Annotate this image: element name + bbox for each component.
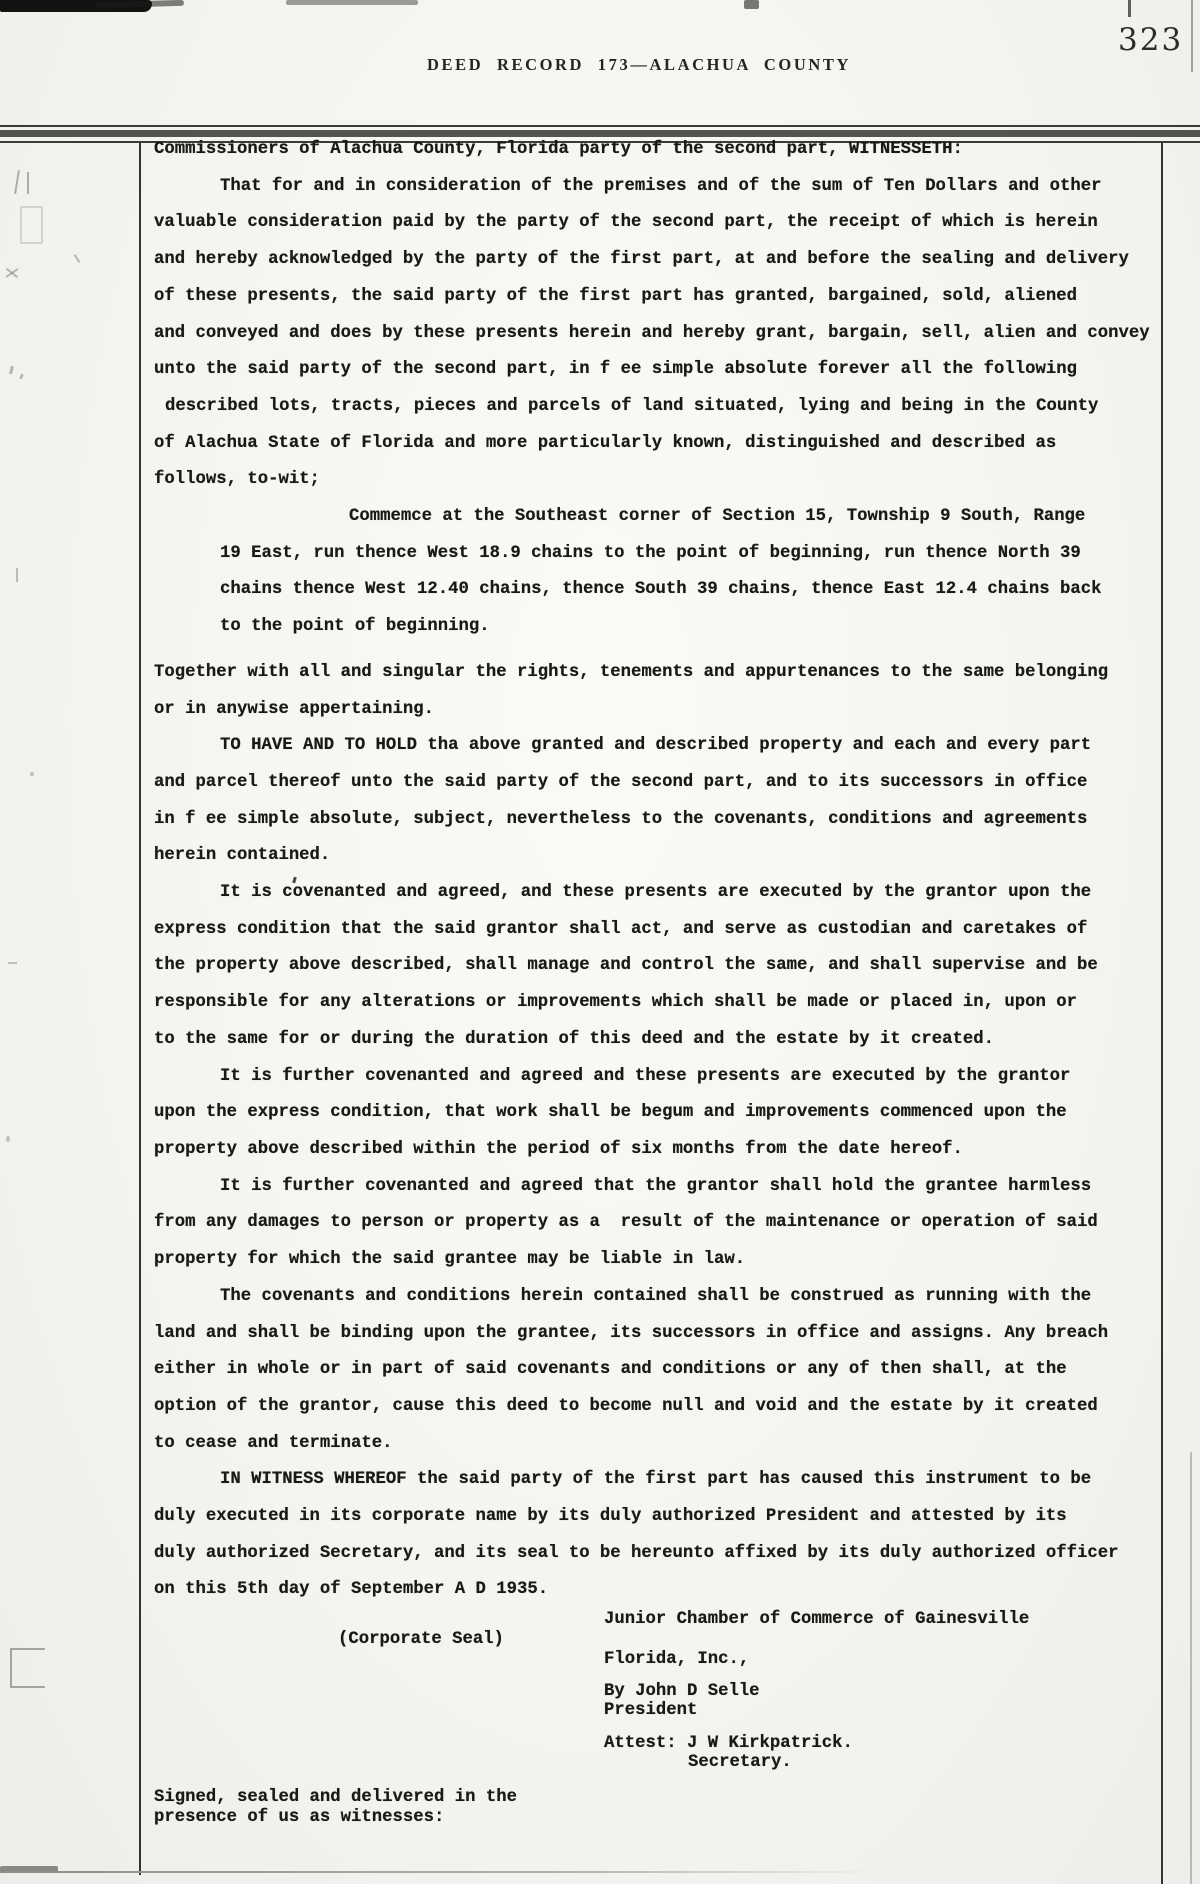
grantor-company-name-line2: Florida, Inc., (604, 1650, 750, 1669)
bottom-rule (0, 1871, 880, 1873)
deed-text-line: described lots, tracts, pieces and parcels of land situated, lying and being in the County (165, 396, 1099, 416)
deed-text-line: duly authorized Secretary, and its seal to be hereunto affixed by its duly authorized officer (154, 1543, 1119, 1563)
deed-text-line: on this 5th day of September A D 1935. (154, 1580, 549, 1600)
deed-text-line: express condition that the said grantor shall act, and serve as custodian and caretakes of (154, 919, 1088, 939)
secretary-title: Secretary. (688, 1753, 792, 1772)
deed-text-line: either in whole or in part of said covenants and conditions or any of then shall, at the (154, 1360, 1067, 1380)
deed-text-line: to the same for or during the duration of this deed and the estate by it created. (154, 1029, 995, 1049)
scan-smudge-top-left-2 (96, 0, 184, 8)
scan-smudge-top-middle (286, 0, 418, 5)
deed-text-line: duly executed in its corporate name by its duly authorized President and attested by its (154, 1507, 1067, 1527)
deed-body-text (0, 132, 1200, 1609)
deed-text-line: in f ee simple absolute, subject, nevertheless to the covenants, conditions and agreements (154, 809, 1088, 829)
deed-text-line: Commemce at the Southeast corner of Section 15, Township 9 South, Range (349, 507, 1086, 527)
deed-text-line: option of the grantor, cause this deed to become null and void and the estate by it created (154, 1396, 1098, 1416)
witness-clause-line1: Signed, sealed and delivered in the (154, 1788, 517, 1807)
deed-text-line: and conveyed and does by these presents herein and hereby grant, bargain, sell, alien and convey (154, 323, 1150, 343)
deed-text-line: from any damages to person or property as a result of the maintenance or operation of said (154, 1213, 1098, 1233)
deed-text-line: IN WITNESS WHEREOF the said party of the first part has caused this instrument to be (220, 1470, 1092, 1490)
deed-text-line: It is covenanted and agreed, and these presents are executed by the grantor upon the (220, 883, 1092, 903)
deed-text-line: That for and in consideration of the premises and of the sum of Ten Dollars and other (220, 176, 1102, 196)
scan-smudge-top-right (1128, 0, 1131, 17)
deed-text-line: herein contained. (154, 846, 331, 866)
double-rule-top-line (0, 125, 1200, 127)
page-edge-line (1191, 0, 1193, 72)
deed-text-line: property above described within the period of six months from the date hereof. (154, 1139, 963, 1159)
deed-text-line: Commissioners of Alachua County, Florida party of the second part, WITNESSETH: (154, 140, 963, 159)
deed-text-line: valuable consideration paid by the party of the second part, the receipt of which is herein (154, 213, 1098, 233)
deed-text-line: and hereby acknowledged by the party of the first part, at and before the sealing and delivery (154, 250, 1129, 270)
deed-text-line: follows, to-wit; (154, 470, 320, 490)
deed-text-line: land and shall be binding upon the grantee, its successors in office and assigns. Any breach (154, 1323, 1109, 1343)
margin-mark-bracket (10, 1648, 45, 1688)
page-number: 323 (1118, 22, 1184, 58)
deed-text-line: responsible for any alterations or improvements which shall be made or placed in, upon or (154, 993, 1077, 1013)
deed-text-line: the property above described, shall manage and control the same, and shall supervise and be (154, 956, 1098, 976)
deed-text-line: of Alachua State of Florida and more particularly known, distinguished and described as (154, 433, 1057, 453)
deed-text-line: property for which the said grantee may be liable in law. (154, 1250, 746, 1270)
deed-text-line: or in anywise appertaining. (154, 699, 435, 719)
deed-text-line: of these presents, the said party of the first part has granted, bargained, sold, aliened (154, 286, 1077, 306)
deed-text-line: to cease and terminate. (154, 1433, 393, 1453)
president-signature-line: By John D Selle (604, 1682, 760, 1701)
deed-text-line: upon the express condition, that work shall be begum and improvements commenced upon the (154, 1103, 1067, 1123)
scan-smudge-top-center (744, 0, 759, 9)
president-title: President (604, 1701, 698, 1720)
witness-clause-line2: presence of us as witnesses: (154, 1808, 445, 1827)
deed-text-line: to the point of beginning. (220, 617, 490, 637)
deed-text-line: chains thence West 12.40 chains, thence South 39 chains, thence East 12.4 chains back (220, 580, 1102, 600)
deed-text-line: The covenants and conditions herein contained shall be construed as running with the (220, 1286, 1092, 1306)
deed-text-line: and parcel thereof unto the said party of the second part, and to its successors in office (154, 772, 1088, 792)
deed-text-line: It is further covenanted and agreed that the grantor shall hold the grantee harmless (220, 1176, 1092, 1196)
deed-text-line: Together with all and singular the rights, tenements and appurtenances to the same belonging (154, 662, 1109, 682)
attest-signature-line: Attest: J W Kirkpatrick. (604, 1734, 853, 1753)
deed-text-line: 19 East, run thence West 18.9 chains to the point of beginning, run thence North 39 (220, 543, 1081, 563)
deed-text-line: unto the said party of the second part, in f ee simple absolute forever all the following (154, 360, 1077, 380)
corporate-seal-note: (Corporate Seal) (338, 1630, 504, 1649)
page-title: DEED RECORD 173—ALACHUA COUNTY (427, 55, 851, 74)
deed-text-line: TO HAVE AND TO HOLD tha above granted and described property and each and every part (220, 736, 1092, 756)
deed-text-line: It is further covenanted and agreed and these presents are executed by the grantor (220, 1066, 1071, 1086)
grantor-company-name-line1: Junior Chamber of Commerce of Gainesville (604, 1610, 1030, 1629)
